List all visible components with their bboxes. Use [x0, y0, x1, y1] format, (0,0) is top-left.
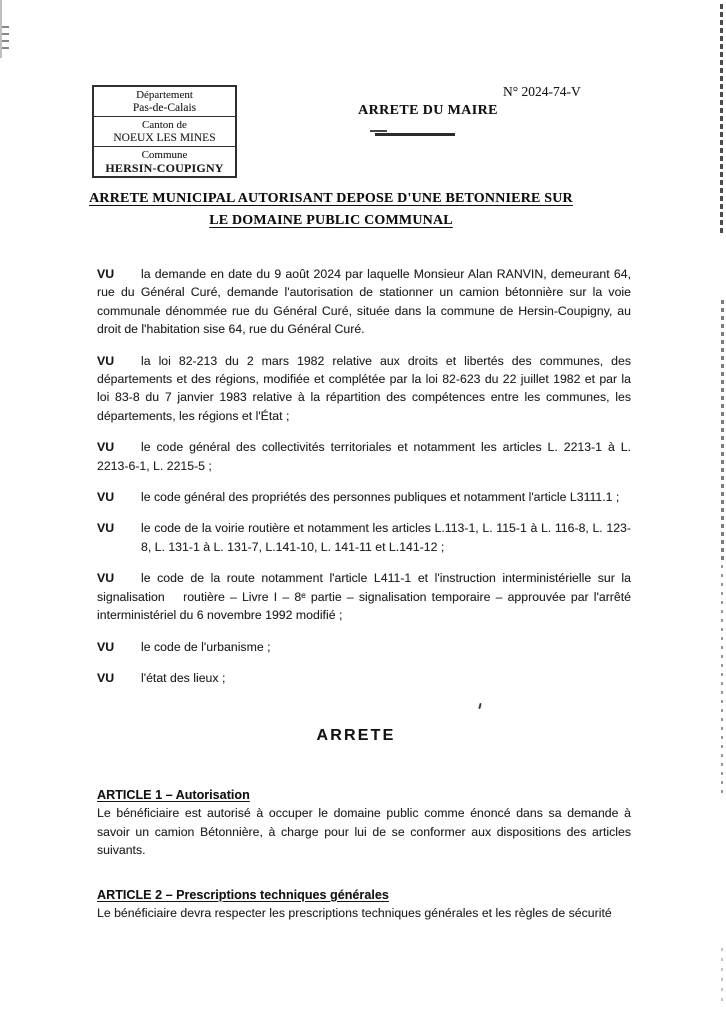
vu-label: VU [97, 571, 115, 586]
vu-paragraph [97, 352, 631, 426]
vu-paragraph [97, 519, 631, 556]
vu-paragraph [97, 265, 631, 339]
vu-text: le code général des collectivités territoriales et notamment les articles L. 2213-1 à L. 2213-6-1, L. 2215-5 ; [97, 440, 631, 473]
articles-section [97, 786, 631, 922]
main-title-line1: ARRETE MUNICIPAL AUTORISANT DEPOSE D'UNE BETONNIERE SUR [89, 191, 573, 206]
vu-label: VU [97, 670, 115, 685]
vu-paragraph [97, 638, 631, 656]
department-label: Département [136, 89, 193, 101]
commune-value: HERSIN-COUPIGNY [105, 161, 224, 175]
commune-cell [94, 146, 235, 176]
article-1-body: Le bénéficiaire est autorisé à occuper le domaine public comme énoncé dans sa demande à savoir un camion Bétonnière, à charge pour lui de se conformer aux dispositions des articles suivants. [97, 806, 631, 858]
document-number: N° 2024-74-V [503, 84, 581, 99]
arrete-heading: ARRETE [316, 727, 396, 744]
article-2-heading: ARTICLE 2 – Prescriptions techniques générales [97, 887, 389, 902]
vu-label: VU [97, 353, 115, 368]
scan-artifact-left-dashes [2, 26, 9, 52]
vu-label: VU [97, 490, 115, 505]
canton-value: NOEUX LES MINES [113, 132, 216, 144]
vu-text: le code de la voirie routière et notamment les articles L.113-1, L. 115-1 à L. 116-8, L. 123-8, L. 131-1 à L. 131-7, L.141-10, L. 141-11 et L.141-12 ; [141, 521, 631, 554]
department-value: Pas-de-Calais [132, 102, 197, 114]
canton-cell [94, 116, 235, 146]
article-2-body: Le bénéficiaire devra respecter les prescriptions techniques générales et les règles de sécurité [97, 906, 612, 921]
vu-paragraph [97, 438, 631, 475]
recitals-section [97, 265, 631, 700]
scan-artifact-right-top [720, 4, 723, 236]
department-cell [94, 87, 235, 116]
heading-rule-small [370, 130, 387, 132]
scan-artifact-right-mid2 [721, 565, 723, 793]
vu-text: le code général des propriétés des personnes publiques et notamment l'article L3111.1 ; [141, 490, 620, 505]
canton-label: Canton de [142, 119, 187, 131]
main-title [75, 188, 587, 231]
scan-artifact-right-bottom [721, 948, 723, 1004]
vu-label: VU [97, 267, 115, 281]
scan-artifact-right-mid1 [721, 300, 724, 562]
vu-text: la demande en date du 9 août 2024 par laquelle Monsieur Alan RANVIN, demeurant 64, rue du Général Curé, demande l'autorisation de stationner un camion bétonnière sur la voie communale dénommée rue du Général Curé, située dans la commune de Hersin-Coupigny, au droit de l'habitation sise 64, rue du Général Curé. [97, 267, 631, 337]
heading-rule [375, 133, 455, 136]
main-title-line2: LE DOMAINE PUBLIC COMMUNAL [209, 212, 453, 228]
vu-label: VU [97, 521, 115, 536]
vu-paragraph [97, 569, 631, 624]
vu-text: la loi 82-213 du 2 mars 1982 relative aux droits et libertés des communes, des départements et des régions, modifiée et complétée par la loi 82-623 du 22 juillet 1982 et par la loi 83-8 du 7 janvier 1983 relative à la répartition des compétences entre les communes, les départements, les régions et l'État ; [97, 353, 631, 423]
vu-paragraph [97, 669, 631, 687]
vu-text: le code de la route notamment l'article L411-1 et l'instruction interministérielle sur la signalisation routière – Livre I – 8ᵉ partie – signalisation temporaire – approuvée par l'arrêté interministériel du 6 novembre 1992 modifié ; [97, 571, 631, 623]
vu-label: VU [97, 440, 115, 455]
article-1-heading: ARTICLE 1 – Autorisation [97, 788, 250, 802]
mayor-decree-heading: ARRETE DU MAIRE [358, 103, 498, 118]
commune-label: Commune [141, 149, 188, 161]
scan-artifact-speck [478, 703, 481, 709]
vu-paragraph [97, 488, 631, 506]
vu-text: l'état des lieux ; [141, 670, 226, 685]
admin-identification-box [92, 85, 237, 178]
vu-text: le code de l'urbanisme ; [141, 639, 271, 654]
vu-label: VU [97, 639, 115, 654]
